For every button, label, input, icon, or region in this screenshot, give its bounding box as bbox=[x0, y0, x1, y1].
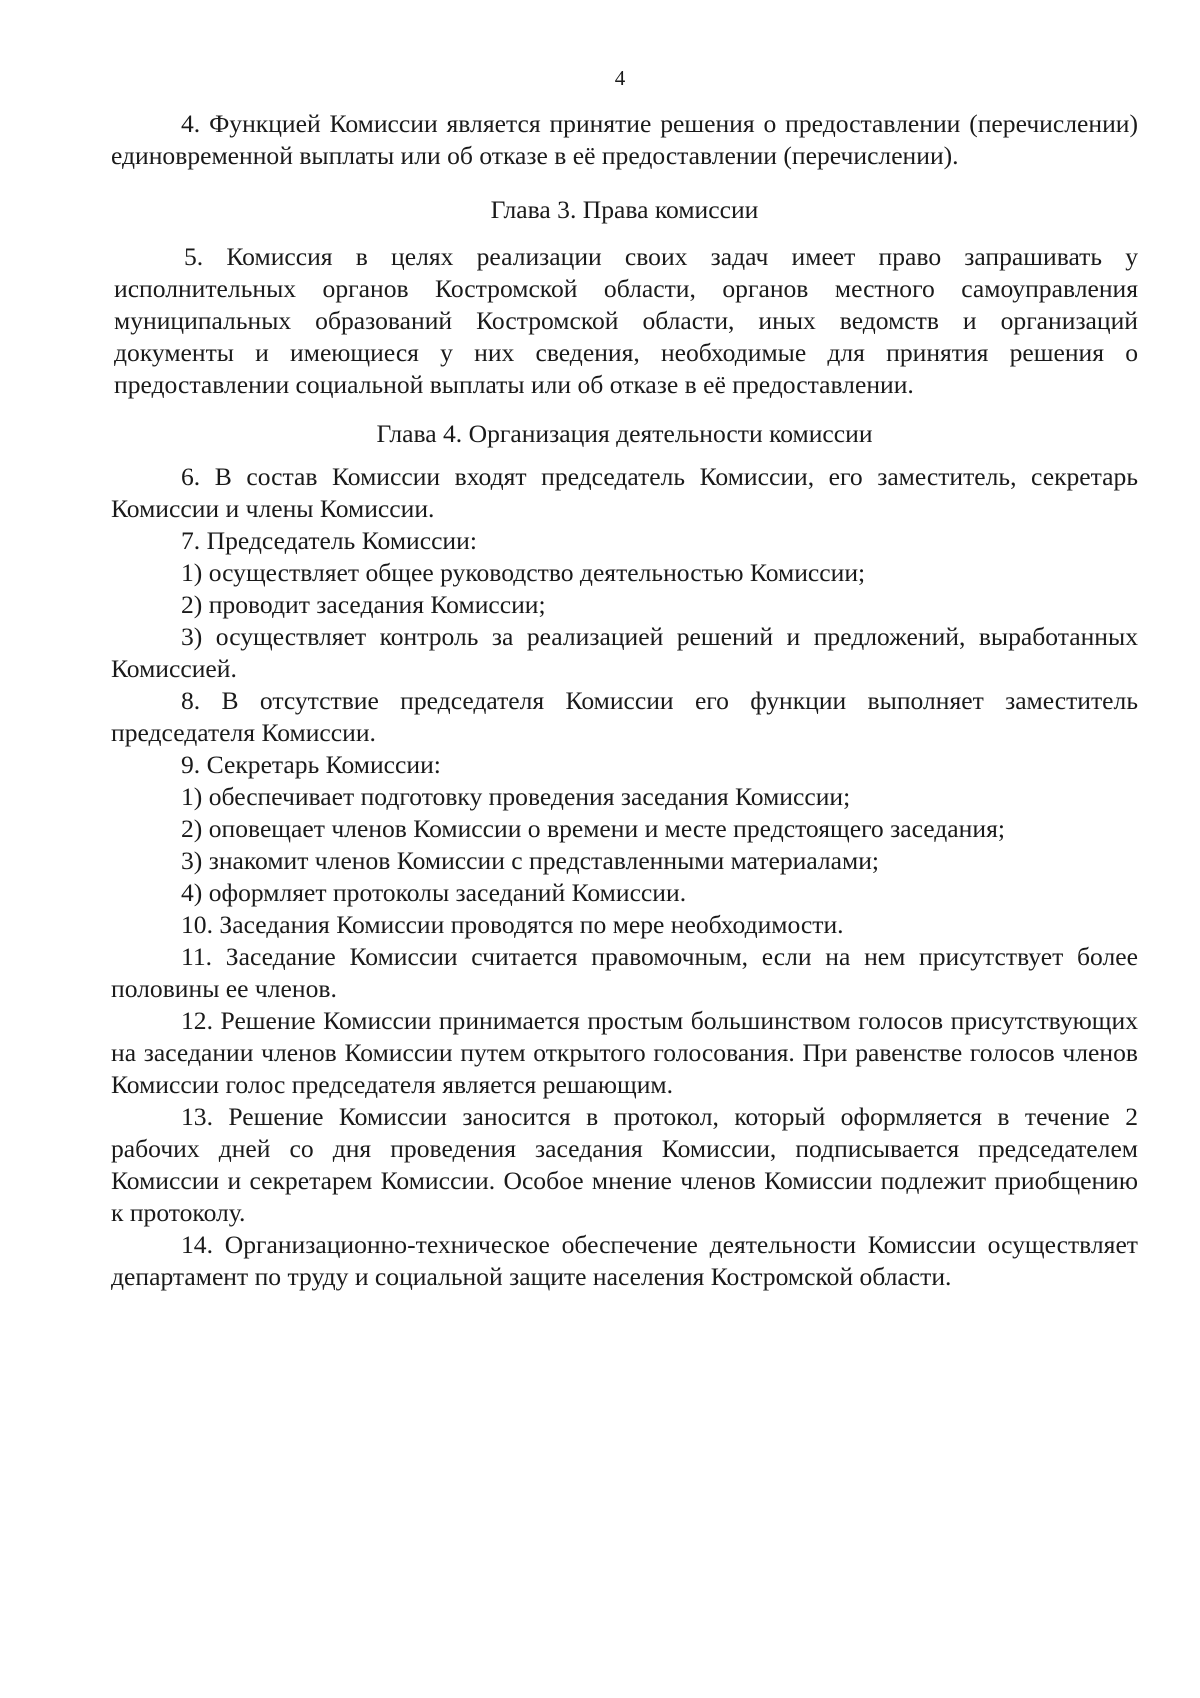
paragraph-8: 8. В отсутствие председателя Комиссии его функции выполняет заместитель председателя Комиссии. bbox=[111, 686, 1138, 747]
paragraph-9: 9. Секретарь Комиссии: bbox=[181, 750, 441, 779]
paragraph-7-item-1: 1) осуществляет общее руководство деятельностью Комиссии; bbox=[181, 558, 866, 587]
page-number: 4 bbox=[614, 66, 626, 90]
paragraph-13: 13. Решение Комиссии заносится в протокол, который оформляется в течение 2 рабочих дней со дня проведения заседания Комиссии, подписывается председателем Комиссии и секретарем Комиссии. Особое мнение членов Комиссии подлежит приобщению к протоколу. bbox=[111, 1102, 1138, 1227]
paragraph-7-item-2: 2) проводит заседания Комиссии; bbox=[181, 590, 546, 619]
paragraph-7-item-3: 3) осуществляет контроль за реализацией решений и предложений, выработанных Комиссией. bbox=[111, 622, 1138, 683]
chapter-3-heading: Глава 3. Права комиссии bbox=[490, 195, 759, 224]
paragraph-6: 6. В состав Комиссии входят председатель Комиссии, его заместитель, секретарь Комиссии и члены Комиссии. bbox=[111, 462, 1138, 523]
paragraph-12: 12. Решение Комиссии принимается простым большинством голосов присутствующих на заседании членов Комиссии путем открытого голосования. При равенстве голосов членов Комиссии голос председателя является решающим. bbox=[111, 1006, 1138, 1099]
paragraph-5: 5. Комиссия в целях реализации своих задач имеет право запрашивать у исполнительных органов Костромской области, органов местного самоуправления муниципальных образований Костромской области, иных ведомств и организаций документы и имеющиеся у них сведения, необходимые для принятия решения о предоставлении социальной выплаты или об отказе в её предоставлении. bbox=[114, 242, 1138, 399]
document-body bbox=[111, 108, 1138, 1293]
paragraph-9-item-2: 2) оповещает членов Комиссии о времени и месте предстоящего заседания; bbox=[181, 814, 1005, 843]
paragraph-7: 7. Председатель Комиссии: bbox=[181, 526, 477, 555]
paragraph-9-item-4: 4) оформляет протоколы заседаний Комиссии. bbox=[181, 878, 687, 907]
paragraph-9-item-3: 3) знакомит членов Комиссии с представленными материалами; bbox=[181, 846, 880, 875]
paragraph-4: 4. Функцией Комиссии является принятие решения о предоставлении (перечислении) единовременной выплаты или об отказе в её предоставлении (перечислении). bbox=[111, 109, 1138, 170]
paragraph-14: 14. Организационно-техническое обеспечение деятельности Комиссии осуществляет департамент по труду и социальной защите населения Костромской области. bbox=[111, 1230, 1138, 1291]
paragraph-10: 10. Заседания Комиссии проводятся по мере необходимости. bbox=[181, 910, 844, 939]
paragraph-11: 11. Заседание Комиссии считается правомочным, если на нем присутствует более половины ее членов. bbox=[111, 942, 1138, 1003]
chapter-4-heading: Глава 4. Организация деятельности комиссии bbox=[376, 419, 873, 448]
paragraph-9-item-1: 1) обеспечивает подготовку проведения заседания Комиссии; bbox=[181, 782, 851, 811]
